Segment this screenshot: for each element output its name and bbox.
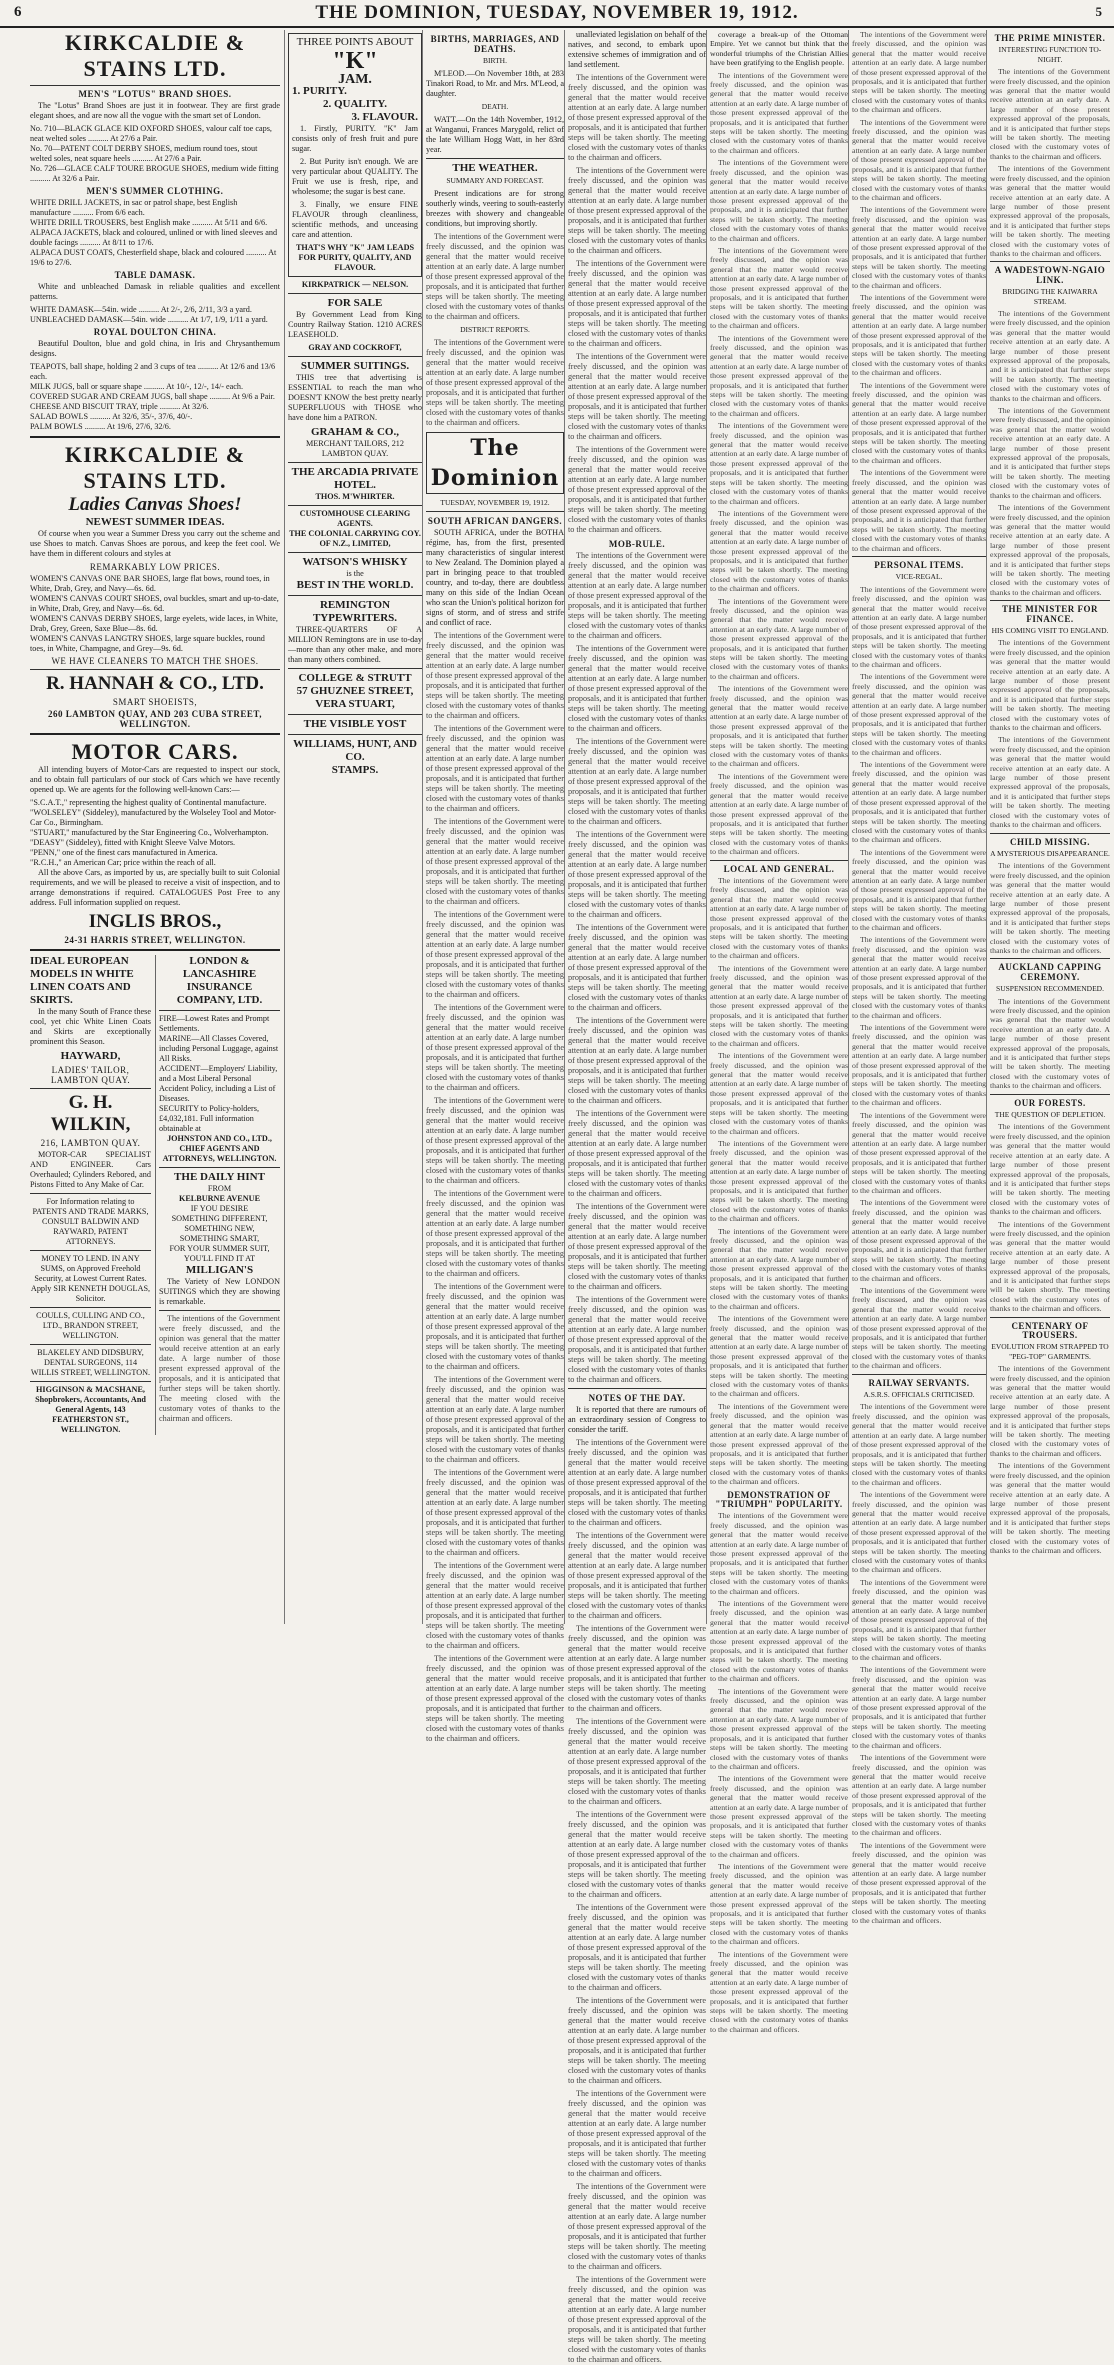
trousers-heading: CENTENARY OF TROUSERS. [1011, 1320, 1089, 1340]
insurance-line: FIRE—Lowest Rates and Prompt Settlements. [159, 1014, 270, 1033]
filler-text: The intentions of the Government were freely discussed, and the opinion was general that the matter would receive attention at an early date. A large number of those present expressed approval of the proposals, and it is anticipated that further steps will be taken shortly. The meeting closed with the customary votes of thanks to the chairman and officers. [426, 1096, 565, 1185]
paper-nameplate: The Dominion [426, 432, 564, 494]
filler-text: The intentions of the Government were freely discussed, and the opinion was general that the matter would receive attention at an early date. A large number of those present expressed approval of the proposals, and it is anticipated that further steps will be taken shortly. The meeting closed with the customary votes of thanks to the chairman and officers. [568, 1109, 707, 1198]
watson-is: is the [346, 569, 364, 578]
filler-text: The intentions of the Government were freely discussed, and the opinion was general that the matter would receive attention at an early date. A large number of those present expressed approval of the proposals, and it is anticipated that further steps will be taken shortly. The meeting closed with the customary votes of thanks to the chairman and officers. [426, 910, 565, 999]
point: 2. QUALITY. [322, 98, 388, 110]
motor-footer: All the above Cars, as imported by us, are specially built to suit Colonial requirements, and we will be pleased to receive a visit of inspection, and to arrange demonstrations if required. CATALOGUES Post Free to any address. Full information supplied on request. [30, 868, 280, 907]
birth-heading: BIRTH. [483, 56, 507, 65]
for-sale-body: By Government Lead from King Country Railway Station. 1210 ACRES LEASEHOLD. [288, 310, 422, 339]
motor-item: "S.C.A.T.," representing the highest quality of Continental manufacture. [30, 798, 267, 807]
finance-heading: THE MINISTER FOR FINANCE. [1001, 604, 1098, 624]
filler-text: The intentions of the Government were freely discussed, and the opinion was general that the matter would receive attention at an early date. A large number of those present expressed approval of the proposals, and it is anticipated that further steps will be taken shortly. The meeting closed with the customary votes of thanks to the chairman and officers. [710, 421, 848, 506]
weather-heading: THE WEATHER. [452, 162, 538, 174]
jam-para: 1. Firstly, PURITY. "K" Jam consists only of fresh fruit and pure sugar. [292, 124, 418, 153]
remington-heading: REMINGTON TYPEWRITERS. [312, 599, 398, 624]
filler-text: The intentions of the Government were freely discussed, and the opinion was general that the matter would receive attention at an early date. A large number of those present expressed approval of the proposals, and it is anticipated that further steps will be taken shortly. The meeting closed with the customary votes of thanks to the chairman and officers. [426, 1468, 565, 1557]
daily-hint-line: SOMETHING DIFFERENT, [171, 1214, 268, 1223]
insurance-line: ACCIDENT—Employers' Liability, and a Most Liberal Personal Accident Policy, including a List of Diseases. [159, 1064, 278, 1103]
colonial-carrying: THE COLONIAL CARRYING COY. OF N.Z., LIMITED, [289, 529, 421, 548]
filler-text: The intentions of the Government were freely discussed, and the opinion was general that the matter would receive attention at an early date. A large number of those present expressed approval of the proposals, and it is anticipated that further steps will be taken shortly. The meeting closed with the customary votes of thanks to the chairman and officers. [426, 631, 565, 720]
filler-text: The intentions of the Government were freely discussed, and the opinion was general that the matter would receive attention at an early date. A large number of those present expressed approval of the proposals, and it is anticipated that further steps will be taken shortly. The meeting closed with the customary votes of thanks to the chairman and officers. [568, 1438, 707, 1527]
daily-hint-title: THE DAILY HINT [174, 1171, 265, 1183]
filler-text: The intentions of the Government were freely discussed, and the opinion was general that the matter would receive attention at an early date. A large number of those present expressed approval of the proposals, and it is anticipated that further steps will be taken shortly. The meeting closed with the customary votes of thanks to the chairman and officers. [568, 259, 707, 348]
filler-text: The intentions of the Government were freely discussed, and the opinion was general that the matter would receive attention at an early date. A large number of those present expressed approval of the proposals, and it is anticipated that further steps will be taken shortly. The meeting closed with the customary votes of thanks to the chairman and officers. [852, 847, 986, 932]
filler-text: The intentions of the Government were freely discussed, and the opinion was general that the matter would receive attention at an early date. A large number of those present expressed approval of the proposals, and it is anticipated that further steps will be taken shortly. The meeting closed with the customary votes of thanks to the chairman and officers. [852, 1198, 986, 1283]
death-notice: WATT.—On the 14th November, 1912, at Wanganui, Frances Marygold, relict of the late William Hogg Watt, in her 83rd year. [426, 115, 564, 154]
damask-intro: White and unbleached Damask in reliable qualities and excellent patterns. [30, 282, 280, 301]
filler-text: The intentions of the Government were freely discussed, and the opinion was general that the matter would receive attention at an early date. A large number of those present expressed approval of the proposals, and it is anticipated that further steps will be taken shortly. The meeting closed with the customary votes of thanks to the chairman and officers. [710, 70, 848, 155]
daily-hint-line: MILLIGAN'S [185, 1264, 254, 1276]
hannah-sub: SMART SHOEISTS, [112, 697, 198, 707]
personal-heading: PERSONAL ITEMS. [874, 559, 964, 570]
filler-text: The intentions of the Government were freely discussed, and the opinion was general that the matter would receive attention at an early date. A large number of those present expressed approval of the proposals, and it is anticipated that further steps will be taken shortly. The meeting closed with the customary votes of thanks to the chairman and officers. [852, 1286, 986, 1371]
filler-text: The intentions of the Government were freely discussed, and the opinion was general that the matter would receive attention at an early date. A large number of those present expressed approval of the proposals, and it is anticipated that further steps will be taken shortly. The meeting closed with the customary votes of thanks to the chairman and officers. [990, 503, 1110, 597]
filler-text: The intentions of the Government were freely discussed, and the opinion was general that the matter would receive attention at an early date. A large number of those present expressed approval of the proposals, and it is anticipated that further steps will be taken shortly. The meeting closed with the customary votes of thanks to the chairman and officers. [990, 67, 1110, 161]
filler-text: The intentions of the Government were freely discussed, and the opinion was general that the matter would receive attention at an early date. A large number of those present expressed approval of the proposals, and it is anticipated that further steps will be taken shortly. The meeting closed with the customary votes of thanks to the chairman and officers. [710, 1401, 848, 1487]
filler-text: The intentions of the Government were freely discussed, and the opinion was general that the matter would receive attention at an early date. A large number of those present expressed approval of the proposals, and it is anticipated that further steps will be taken shortly. The meeting closed with the customary votes of thanks to the chairman and officers. [710, 1051, 848, 1136]
railway-heading: RAILWAY SERVANTS. [868, 1377, 970, 1388]
jam-para: 3. Finally, we ensure FINE FLAVOUR through cleanliness, scientific methods, and unceasing care and attention. [292, 200, 418, 239]
filler-text: The intentions of the Government were freely discussed, and the opinion was general that the matter would receive attention at an early date. A large number of those present expressed approval of the proposals, and it is anticipated that further steps will be taken shortly. The meeting closed with the customary votes of thanks to the chairman and officers. [710, 596, 848, 681]
college-strutt: COLLEGE & STRUTT [298, 672, 412, 684]
page-number: 6 [14, 4, 22, 20]
williams-hunt: WILLIAMS, HUNT, AND CO. [293, 738, 417, 763]
canvas-intro: Of course when you wear a Summer Dress you carry out the scheme and use Shoes to match. Canvas Shoes are porous, and keep the feet cool. We have them in different colours and styles at [30, 529, 280, 558]
motor-intro: All intending buyers of Motor-Cars are requested to inspect our stock, and to obtain full particulars of our stock of Cars which we have recently opened up. We are agents for the following well-known Cars:— [30, 765, 280, 794]
child-missing-heading: CHILD MISSING. [1009, 836, 1090, 847]
filler-text: The intentions of the Government were freely discussed, and the opinion was general that the matter would receive attention at an early date. A large number of those present expressed approval of the proposals, and it is anticipated that further steps will be taken shortly. The meeting closed with the customary votes of thanks to the chairman and officers. [568, 73, 707, 162]
small-ad: MONEY TO LEND. IN ANY SUMS, on Approved Freehold Security, at Lowest Current Rates. Apply SIR KENNETH DOUGLAS, Solicitor. [30, 1254, 151, 1303]
filler-text: The intentions of the Government were freely discussed, and the opinion was general that the matter would receive attention at an early date. A large number of those present expressed approval of the proposals, and it is anticipated that further steps will be taken shortly. The meeting closed with the customary votes of thanks to the chairman and officers. [568, 2089, 707, 2178]
forests-heading: OUR FORESTS. [1014, 1097, 1086, 1108]
point: 3. FLAVOUR. [351, 111, 418, 123]
vera-stuart: VERA STUART, [315, 698, 395, 710]
filler-text: The intentions of the Government were freely discussed, and the opinion was general that the matter would receive attention at an early date. A large number of those present expressed approval of the proposals, and it is anticipated that further steps will be taken shortly. The meeting closed with the customary votes of thanks to the chairman and officers. [568, 1810, 707, 1899]
filler-text: The intentions of the Government were freely discussed, and the opinion was general that the matter would receive attention at an early date. A large number of those present expressed approval of the proposals, and it is anticipated that further steps will be taken shortly. The meeting closed with the customary votes of thanks to the chairman and officers. [426, 338, 565, 427]
china-item: TEAPOTS, ball shape, holding 2 and 3 cups of tea .......... At 12/6 and 13/6 each. [30, 362, 276, 381]
canvas-item: WOMEN'S CANVAS LANGTRY SHOES, large square buckles, round toes, in White, Champagne, and Grey—9s. 6d. [30, 634, 265, 653]
column-4 [564, 30, 707, 2364]
lotus-intro: The "Lotus" Brand Shoes are just it in footwear. They are first grade elegant shoes, and are now all the vogue with the smart set of London. [30, 101, 280, 120]
small-ad: BLAKELEY AND DIDSBURY, DENTAL SURGEONS, 114 WILLIS STREET, WELLINGTON. [30, 1348, 151, 1377]
watson-best: BEST IN THE WORLD. [296, 579, 414, 591]
filler-text: The intentions of the Government were freely discussed, and the opinion was general that the matter would receive attention at an early date. A large number of those present expressed approval of the proposals, and it is anticipated that further steps will be taken shortly. The meeting closed with the customary votes of thanks to the chairman and officers. [426, 232, 565, 321]
filler-text: The intentions of the Government were freely discussed, and the opinion was general that the matter would receive attention at an early date. A large number of those present expressed approval of the proposals, and it is anticipated that further steps will be taken shortly. The meeting closed with the customary votes of thanks to the chairman and officers. [568, 923, 707, 1012]
daily-hint-line: KELBURNE AVENUE [178, 1194, 261, 1203]
jam-word: JAM. [338, 72, 372, 87]
child-missing-sub: A MYSTERIOUS DISAPPEARANCE. [990, 848, 1110, 858]
inglis-address: 24-31 HARRIS STREET, WELLINGTON. [64, 935, 246, 945]
births-heading: BIRTHS, MARRIAGES, AND DEATHS. [430, 34, 560, 54]
for-sale-heading: FOR SALE [327, 297, 383, 309]
filler-text: The intentions of the Government were freely discussed, and the opinion was general that the matter would receive attention at an early date. A large number of those present expressed approval of the proposals, and it is anticipated that further steps will be taken shortly. The meeting closed with the customary votes of thanks to the chairman and officers. [710, 1774, 848, 1859]
masthead [0, 0, 1114, 28]
china-item: MILK JUGS, ball or square shape .......... At 10/-, 12/-, 14/- each. [30, 382, 244, 391]
filler-text: The intentions of the Government were freely discussed, and the opinion was general that the matter would receive attention at an early date. A large number of those present expressed approval of the proposals, and it is anticipated that further steps will be taken shortly. The meeting closed with the customary votes of thanks to the chairman and officers. [852, 205, 986, 290]
filler-text: The intentions of the Government were freely discussed, and the opinion was general that the matter would receive attention at an early date. A large number of those present expressed approval of the proposals, and it is anticipated that further steps will be taken shortly. The meeting closed with the customary votes of thanks to the chairman and officers. [710, 963, 848, 1048]
filler-text: The intentions of the Government were freely discussed, and the opinion was general that the matter would receive attention at an early date. A large number of those present expressed approval of the proposals, and it is anticipated that further steps will be taken shortly. The meeting closed with the customary votes of thanks to the chairman and officers. [568, 1624, 707, 1713]
mcwhirter: THOS. M'WHIRTER. [315, 492, 395, 501]
daily-hint-tail: The Variety of New LONDON SUITINGS which they are showing is remarkable. [159, 1277, 280, 1306]
daily-hint-line: SOMETHING SMART, [179, 1234, 260, 1243]
dateline: TUESDAY, NOVEMBER 19, 1912. [440, 498, 550, 507]
filler-text: The intentions of the Government were freely discussed, and the opinion was general that the matter would receive attention at an early date. A large number of those present expressed approval of the proposals, and it is anticipated that further steps will be taken shortly. The meeting closed with the customary votes of thanks to the chairman and officers. [710, 1314, 848, 1399]
prime-sub: INTERESTING FUNCTION TO-NIGHT. [998, 45, 1102, 64]
capping-heading: AUCKLAND CAPPING CEREMONY. [998, 962, 1102, 982]
filler-text: The intentions of the Government were freely discussed, and the opinion was general that the matter would receive attention at an early date. A large number of those present expressed approval of the proposals, and it is anticipated that further steps will be taken shortly. The meeting closed with the customary votes of thanks to the chairman and officers. [568, 551, 707, 640]
filler-text: The intentions of the Government were freely discussed, and the opinion was general that the matter would receive attention at an early date. A large number of those present expressed approval of the proposals, and it is anticipated that further steps will be taken shortly. The meeting closed with the customary votes of thanks to the chairman and officers. [852, 584, 986, 669]
filler-text: The intentions of the Government were freely discussed, and the opinion was general that the matter would receive attention at an early date. A large number of those present expressed approval of the proposals, and it is anticipated that further steps will be taken shortly. The meeting closed with the customary votes of thanks to the chairman and officers. [568, 830, 707, 919]
filler-text: The intentions of the Government were freely discussed, and the opinion was general that the matter would receive attention at an early date. A large number of those present expressed approval of the proposals, and it is anticipated that further steps will be taken shortly. The meeting closed with the customary votes of thanks to the chairman and officers. [710, 1861, 848, 1947]
hannah-address: 260 LAMBTON QUAY, AND 203 CUBA STREET, WELLINGTON. [47, 709, 263, 729]
daily-hint-line: FOR YOUR SUMMER SUIT, YOU'LL FIND IT AT [169, 1244, 270, 1263]
daily-hint-line: SOMETHING NEW, [184, 1224, 255, 1233]
death-heading: DEATH. [481, 102, 509, 111]
forests-sub: THE QUESTION OF DEPLETION. [994, 1110, 1106, 1120]
vice-regal-heading: VICE-REGAL. [895, 572, 943, 582]
filler-text: The intentions of the Government were freely discussed, and the opinion was general that the matter would receive attention at an early date. A large number of those present expressed approval of the proposals, and it is anticipated that further steps will be taken shortly. The meeting closed with the customary votes of thanks to the chairman and officers. [852, 760, 986, 845]
filler-text: The intentions of the Government were freely discussed, and the opinion was general that the matter would receive attention at an early date. A large number of those present expressed approval of the proposals, and it is anticipated that further steps will be taken shortly. The meeting closed with the customary votes of thanks to the chairman and officers. [990, 735, 1110, 830]
filler-text: The intentions of the Government were freely discussed, and the opinion was general that the matter would receive attention at an early date. A large number of those present expressed approval of the proposals, and it is anticipated that further steps will be taken shortly. The meeting closed with the customary votes of thanks to the chairman and officers. [426, 1189, 565, 1278]
daily-hint-line: FROM [207, 1184, 232, 1193]
wilkin-body: MOTOR-CAR SPECIALIST AND ENGINEER. Cars Overhauled; Cylinders Rebored, and Pistons Fitted to Any Make of Car. [30, 1150, 151, 1189]
wilkin-address: 216, LAMBTON QUAY. [40, 1138, 141, 1148]
summer-suitings: SUMMER SUITINGS. [300, 360, 410, 372]
filler-text: The intentions of the Government were freely discussed, and the opinion was general that the matter would receive attention at an early date. A large number of those present expressed approval of the proposals, and it is anticipated that further steps will be taken shortly. The meeting closed with the customary votes of thanks to the chairman and officers. [568, 166, 707, 255]
filler-text: The intentions of the Government were freely discussed, and the opinion was general that the matter would receive attention at an early date. A large number of those present expressed approval of the proposals, and it is anticipated that further steps will be taken shortly. The meeting closed with the customary votes of thanks to the chairman and officers. [852, 1577, 986, 1663]
china-heading: ROYAL DOULTON CHINA. [93, 327, 217, 337]
weather-sub: SUMMARY AND FORECAST. [446, 176, 544, 185]
damask-heading: TABLE DAMASK. [114, 270, 196, 280]
point: 1. PURITY. [292, 85, 347, 97]
inglis-heading: INGLIS BROS., [88, 911, 222, 932]
china-item: CHEESE AND BISCUIT TRAY, triple .......... At 32/6. [30, 402, 209, 411]
canvas-item: WOMEN'S CANVAS ONE BAR SHOES, large flat bows, round toes, in White, Drab, Grey, and Navy—6s. 6d. [30, 574, 270, 593]
filler-text: The intentions of the Government were freely discussed, and the opinion was general that the matter would receive attention at an early date. A large number of those present expressed approval of the proposals, and it is anticipated that further steps will be taken shortly. The meeting closed with the customary votes of thanks to the chairman and officers. [852, 1490, 986, 1575]
motor-item: "WOLSELEY" (Siddeley), manufactured by the Wolseley Tool and Motor-Car Co., Birmingham. [30, 808, 277, 827]
filler-text: The intentions of the Government were freely discussed, and the opinion was general that the matter would receive attention at an early date. A large number of those present expressed approval of the proposals, and it is anticipated that further steps will be taken shortly. The meeting closed with the customary votes of thanks to the chairman and officers. [710, 158, 848, 243]
canvas-item: WOMEN'S CANVAS DERBY SHOES, large eyelets, wide laces, in White, Drab, Grey, Green, Saxe Blue—8s. 6d. [30, 614, 278, 633]
filler-text: The intentions of the Government were freely discussed, and the opinion was general that the matter would receive attention at an early date. A large number of those present expressed approval of the proposals, and it is anticipated that further steps will be taken shortly. The meeting closed with the customary votes of thanks to the chairman and officers. [568, 737, 707, 826]
filler-text: The intentions of the Government were freely discussed, and the opinion was general that the matter would receive attention at an early date. A large number of those present expressed approval of the proposals, and it is anticipated that further steps will be taken shortly. The meeting closed with the customary votes of thanks to the chairman and officers. [852, 292, 986, 378]
lotus-item: No. 70—PATENT COLT DERBY SHOES, medium round toes, stout welted soles, neat square heels .......... At 27/6 a Pair. [30, 144, 258, 163]
wadestown-sub: BRIDGING THE KAIWARRA STREAM. [1002, 287, 1098, 306]
china-intro: Beautiful Doulton, blue and gold china, in Iris and Chrysanthemum designs. [30, 339, 280, 358]
summer-body: THIS tree that advertising is ESSENTIAL to reach the man who DOESN'T KNOW the best pretty nearly SUPERFLUOUS with THOSE who have done him a PATRON. [288, 373, 422, 422]
filler-text: The intentions of the Government were freely discussed, and the opinion was general that the matter would receive attention at an early date. A large number of those present expressed approval of the proposals, and it is anticipated that further steps will be taken shortly. The meeting closed with the customary votes of thanks to the chairman and officers. [568, 445, 707, 534]
filler-text: The intentions of the Government were freely discussed, and the opinion was general that the matter would receive attention at an early date. A large number of those present expressed approval of the proposals, and it is anticipated that further steps will be taken shortly. The meeting closed with the customary votes of thanks to the chairman and officers. [710, 771, 848, 857]
motor-item: "STUART," manufactured by the Star Engineering Co., Wolverhampton. [30, 828, 269, 837]
filler-text: The intentions of the Government were freely discussed, and the opinion was general that the matter would receive attention at an early date. A large number of those present expressed approval of the proposals, and it is anticipated that further steps will be taken shortly. The meeting closed with the customary votes of thanks to the chairman and officers. [852, 30, 986, 115]
prime-minister-heading: THE PRIME MINISTER. [994, 33, 1106, 43]
clothing-item: WHITE DRILL JACKETS, in sac or patrol shape, best English manufacture .......... From 6/6 each. [30, 198, 238, 217]
wadestown-heading: A WADESTOWN-NGAIO LINK. [994, 265, 1106, 285]
filler-text: The intentions of the Government were freely discussed, and the opinion was general that the matter would receive attention at an early date. A large number of those present expressed approval of the proposals, and it is anticipated that further steps will be taken shortly. The meeting closed with the customary votes of thanks to the chairman and officers. [426, 1375, 565, 1464]
filler-text: The intentions of the Government were freely discussed, and the opinion was general that the matter would receive attention at an early date. A large number of those present expressed approval of the proposals, and it is anticipated that further steps will be taken shortly. The meeting closed with the customary votes of thanks to the chairman and officers. [568, 352, 707, 441]
article-text: coverage a break-up of the Ottoman Empire. Yet we cannot but think that the wonderful triumphs of the Christian Allies have been gratifying to the English people. [710, 30, 848, 68]
filler-text: The intentions of the Government were freely discussed, and the opinion was general that the matter would receive attention at an early date. A large number of those present expressed approval of the proposals, and it is anticipated that further steps will be taken shortly. The meeting closed with the customary votes of thanks to the chairman and officers. [852, 1840, 986, 1925]
wilkin-heading: G. H. WILKIN, [50, 1092, 131, 1135]
clothing-item: ALPACA JACKETS, black and coloured, unlined or with lined sleeves and double facings .......... At 8/11 to 17/6. [30, 228, 278, 247]
motor-item: "R.C.H.," an American Car; price within the reach of all. [30, 858, 216, 867]
filler-text: The intentions of the Government were freely discussed, and the opinion was general that the matter would receive attention at an early date. A large number of those present expressed approval of the proposals, and it is anticipated that further steps will be taken shortly. The meeting closed with the customary votes of thanks to the chairman and officers. [568, 1903, 707, 1992]
filler-text: The intentions of the Government were freely discussed, and the opinion was general that the matter would receive attention at an early date. A large number of those present expressed approval of the proposals, and it is anticipated that further steps will be taken shortly. The meeting closed with the customary votes of thanks to the chairman and officers. [568, 2275, 707, 2364]
filler-text: The intentions of the Government were freely discussed, and the opinion was general that the matter would receive attention at an early date. A large number of those present expressed approval of the proposals, and it is anticipated that further steps will be taken shortly. The meeting closed with the customary votes of thanks to the chairman and officers. [568, 2182, 707, 2271]
hayward-name: HAYWARD, [60, 1050, 121, 1062]
filler-text: The intentions of the Government were freely discussed, and the opinion was general that the matter would receive attention at an early date. A large number of those present expressed approval of the proposals, and it is anticipated that further steps will be taken shortly. The meeting closed with the customary votes of thanks to the chairman and officers. [990, 996, 1110, 1091]
filler-text: The intentions of the Government were freely discussed, and the opinion was general that the matter would receive attention at an early date. A large number of those present expressed approval of the proposals, and it is anticipated that further steps will be taken shortly. The meeting closed with the customary votes of thanks to the chairman and officers. [568, 1996, 707, 2085]
filler-text: The intentions of the Government were freely discussed, and the opinion was general that the matter would receive attention at an early date. A large number of those present expressed approval of the proposals, and it is anticipated that further steps will be taken shortly. The meeting closed with the customary votes of thanks to the chairman and officers. [710, 1138, 848, 1224]
arcadia-heading: THE ARCADIA PRIVATE HOTEL. [291, 466, 419, 491]
motor-item: "DEASY" (Siddeley), fitted with Knight Sleeve Valve Motors. [30, 838, 236, 847]
filler-text: The intentions of the Government were freely discussed, and the opinion was general that the matter would receive attention at an early date. A large number of those present expressed approval of the proposals, and it is anticipated that further steps will be taken shortly. The meeting closed with the customary votes of thanks to the chairman and officers. [568, 1717, 707, 1806]
insurance-line: MARINE—All Classes Covered, including Personal Luggage, against All Risks. [159, 1034, 279, 1063]
clothing-item: ALPACA DUST COATS, Chesterfield shape, black and coloured .......... At 19/6 to 27/6. [30, 248, 277, 267]
corner-mark: 5 [1095, 4, 1102, 19]
filler-text: The intentions of the Government were freely discussed, and the opinion was general that the matter would receive attention at an early date. A large number of those present expressed approval of the proposals, and it is anticipated that further steps will be taken shortly. The meeting closed with the customary votes of thanks to the chairman and officers. [710, 684, 848, 769]
china-item: SALAD BOWLS .......... At 32/6, 35/-, 37/6, 40/-. [30, 412, 193, 421]
clothing-heading: MEN'S SUMMER CLOTHING. [86, 186, 224, 196]
small-ad: HIGGINSON & MACSHANE, Shopbrokers, Accountants, And General Agents, 143 FEATHERSTON ST., WELLINGTON. [35, 1385, 146, 1434]
page-title: THE DOMINION, TUESDAY, NOVEMBER 19, 1912. [315, 2, 799, 23]
filler-text: The intentions of the Government were freely discussed, and the opinion was general that the matter would receive attention at an early date. A large number of those present expressed approval of the proposals, and it is anticipated that further steps will be taken shortly. The meeting closed with the customary votes of thanks to the chairman and officers. [990, 164, 1110, 258]
daily-hint-line: IF YOU DESIRE [190, 1204, 249, 1213]
filler-text: The intentions of the Government were freely discussed, and the opinion was general that the matter would receive attention at an early date. A large number of those present expressed approval of the proposals, and it is anticipated that further steps will be taken shortly. The meeting closed with the customary votes of thanks to the chairman and officers. [990, 1219, 1110, 1314]
column-6 [848, 30, 986, 1925]
filler-text: The intentions of the Government were freely discussed, and the opinion was general that the matter would receive attention at an early date. A large number of those present expressed approval of the proposals, and it is anticipated that further steps will be taken shortly. The meeting closed with the customary votes of thanks to the chairman and officers. [852, 380, 986, 465]
lotus-heading: MEN'S "LOTUS" BRAND SHOES. [78, 89, 232, 99]
insurance-title: LONDON & LANCASHIRE INSURANCE COMPANY, LTD. [176, 955, 263, 1006]
filler-text: The intentions of the Government were freely discussed, and the opinion was general that the matter would receive attention at an early date. A large number of those present expressed approval of the proposals, and it is anticipated that further steps will be taken shortly. The meeting closed with the customary votes of thanks to the chairman and officers. [852, 935, 986, 1020]
filler-text: The intentions of the Government were freely discussed, and the opinion was general that the matter would receive attention at an early date. A large number of those present expressed approval of the proposals, and it is anticipated that further steps will be taken shortly. The meeting closed with the customary votes of thanks to the chairman and officers. [710, 333, 848, 418]
filler-text: The intentions of the Government were freely discussed, and the opinion was general that the matter would receive attention at an early date. A large number of those present expressed approval of the proposals, and it is anticipated that further steps will be taken shortly. The meeting closed with the customary votes of thanks to the chairman and officers. [710, 1949, 848, 2034]
jam-maker: KIRKPATRICK — NELSON. [301, 280, 409, 289]
filler-text: The intentions of the Government were freely discussed, and the opinion was general that the matter would receive attention at an early date. A large number of those present expressed approval of the proposals, and it is anticipated that further steps will be taken shortly. The meeting closed with the customary votes of thanks to the chairman and officers. [852, 1402, 986, 1487]
small-ad: COULLS, CULLING AND CO., LTD., BRANDON STREET, WELLINGTON. [36, 1311, 145, 1340]
filler-text: The intentions of the Government were freely discussed, and the opinion was general that the matter would receive attention at an early date. A large number of those present expressed approval of the proposals, and it is anticipated that further steps will be taken shortly. The meeting closed with the customary votes of thanks to the chairman and officers. [710, 1599, 848, 1684]
mob-rule-heading: MOB-RULE. [608, 539, 666, 549]
filler-text: The intentions of the Government were freely discussed, and the opinion was general that the matter would receive attention at an early date. A large number of those present expressed approval of the proposals, and it is anticipated that further steps will be taken shortly. The meeting closed with the customary votes of thanks to the chairman and officers. [710, 508, 848, 594]
filler-text: The intentions of the Government were freely discussed, and the opinion was general that the matter would receive attention at an early date. A large number of those present expressed approval of the proposals, and it is anticipated that further steps will be taken shortly. The meeting closed with the customary votes of thanks to the chairman and officers. [990, 308, 1110, 403]
filler-text: The intentions of the Government were freely discussed, and the opinion was general that the matter would receive attention at an early date. A large number of those present expressed approval of the proposals, and it is anticipated that further steps will be taken shortly. The meeting closed with the customary votes of thanks to the chairman and officers. [710, 1686, 848, 1771]
watson-heading: WATSON'S WHISKY [302, 556, 408, 568]
damask-item: UNBLEACHED DAMASK—54in. wide .......... At 1/7, 1/9, 1/11 a yard. [30, 315, 268, 324]
china-item: COVERED SUGAR AND CREAM JUGS, ball shape .......... At 9/6 a Pair. [30, 392, 275, 401]
filler-text: The intentions of the Government were freely discussed, and the opinion was general that the matter would receive attention at an early date. A large number of those present expressed approval of the proposals, and it is anticipated that further steps will be taken shortly. The meeting closed with the customary votes of thanks to the chairman and officers. [852, 117, 986, 202]
hayward-body: In the many South of France these cool, yet chic White Linen Coats and Skirts are exceptionally prominent this Season. [30, 1007, 151, 1046]
column-2 [284, 30, 422, 1624]
stamps: STAMPS. [331, 764, 379, 776]
column-advertisements [30, 30, 280, 1624]
hannah-heading: R. HANNAH & CO., LTD. [46, 673, 264, 694]
filler-text: The intentions of the Government were freely discussed, and the opinion was general that the matter would receive attention at an early date. A large number of those present expressed approval of the proposals, and it is anticipated that further steps will be taken shortly. The meeting closed with the customary votes of thanks to the chairman and officers. [852, 1023, 986, 1108]
filler-text: The intentions of the Government were freely discussed, and the opinion was general that the matter would receive attention at an early date. A large number of those present expressed approval of the proposals, and it is anticipated that further steps will be taken shortly. The meeting closed with the customary votes of thanks to the chairman and officers. [990, 1364, 1110, 1458]
filler-text: The intentions of the Government were freely discussed, and the opinion was general that the matter would receive attention at an early date. A large number of those present expressed approval of the proposals, and it is anticipated that further steps will be taken shortly. The meeting closed with the customary votes of thanks to the chairman and officers. [852, 1665, 986, 1750]
column-3 [422, 30, 565, 1743]
capping-sub: SUSPENSION RECOMMENDED. [996, 984, 1104, 994]
graham-sub: MERCHANT TAILORS, 212 LAMBTON QUAY. [306, 439, 404, 458]
filler-text: The intentions of the Government were freely discussed, and the opinion was general that the matter would receive attention at an early date. A large number of those present expressed approval of the proposals, and it is anticipated that further steps will be taken shortly. The meeting closed with the customary votes of thanks to the chairman and officers. [990, 1461, 1110, 1555]
filler-text: The intentions of the Government were freely discussed, and the opinion was general that the matter would receive attention at an early date. A large number of those present expressed approval of the proposals, and it is anticipated that further steps will be taken shortly. The meeting closed with the customary votes of thanks to the chairman and officers. [710, 245, 848, 331]
filler-text: The intentions of the Government were freely discussed, and the opinion was general that the matter would receive attention at an early date. A large number of those present expressed approval of the proposals, and it is anticipated that further steps will be taken shortly. The meeting closed with the customary votes of thanks to the chairman and officers. [990, 861, 1110, 955]
triumph-heading: DEMONSTRATION OF "TRIUMPH" POPULARITY. [715, 1489, 843, 1509]
notes-heading: NOTES OF THE DAY. [588, 1393, 686, 1403]
canvas-shoes-sub: NEWEST SUMMER IDEAS. [85, 516, 225, 528]
filler-text: The intentions of the Government were freely discussed, and the opinion was general that the matter would receive attention at an early date. A large number of those present expressed approval of the proposals, and it is anticipated that further steps will be taken shortly. The meeting closed with the customary votes of thanks to the chairman and officers. [568, 644, 707, 733]
local-heading: LOCAL AND GENERAL. [723, 863, 835, 874]
small-ad: For Information relating to PATENTS AND TRADE MARKS, CONSULT BALDWIN AND RAYWARD, PATENT ATTORNEYS. [32, 1197, 149, 1246]
lotus-item: No. 710—BLACK GLACE KID OXFORD SHOES, valour calf toe caps, neat welted soles .......... At 27/6 a Pair. [30, 124, 272, 143]
filler-text: The intentions of the Government were freely discussed, and the opinion was general that the matter would receive attention at an early date. A large number of those present expressed approval of the proposals, and it is anticipated that further steps will be taken shortly. The meeting closed with the customary votes of thanks to the chairman and officers. [990, 638, 1110, 733]
filler-text: The intentions of the Government were freely discussed, and the opinion was general that the matter would receive attention at an early date. A large number of those present expressed approval of the proposals, and it is anticipated that further steps will be taken shortly. The meeting closed with the customary votes of thanks to the chairman and officers. [990, 1122, 1110, 1217]
canvas-item: WOMEN'S CANVAS COURT SHOES, oval buckles, smart and up-to-date, in White, Drab, Grey, and Navy—6s. 6d. [30, 594, 279, 613]
filler-text: The intentions of the Government were freely discussed, and the opinion was general that the matter would receive attention at an early date. A large number of those present expressed approval of the proposals, and it is anticipated that further steps will be taken shortly. The meeting closed with the customary votes of thanks to the chairman and officers. [568, 1202, 707, 1291]
k-mark: "K" [332, 48, 378, 74]
column-7 [986, 30, 1110, 1624]
article-text: unalleviated legislation on behalf of the natives, and second, to embark upon extensive schemes of immigration and of land settlement. [568, 30, 706, 69]
kirkcaldie-heading-2: KIRKCALDIE & STAINS LTD. [64, 442, 246, 493]
notes-body: It is reported that there are rumours of an extraordinary session of Congress to consider the tariff. [568, 1405, 706, 1434]
hayward-sub: LADIES' TAILOR, LAMBTON QUAY. [50, 1065, 131, 1085]
ghuznee-street: 57 GHUZNEE STREET, [296, 685, 414, 697]
cleaners-note: WE HAVE CLEANERS TO MATCH THE SHOES. [51, 656, 259, 666]
gray-cockroft: GRAY AND COCKROFT, [308, 343, 402, 352]
filler-text: The intentions of the Government were freely discussed, and the opinion was general that the matter would receive attention at an early date. A large number of those present expressed approval of the proposals, and it is anticipated that further steps will be taken shortly. The meeting closed with the customary votes of thanks to the chairman and officers. [990, 406, 1110, 500]
remington-body: THREE-QUARTERS OF A MILLION Remingtons are in use to-day—more than any other make, and more than many others combined. [288, 625, 422, 664]
filler-text: The intentions of the Government were freely discussed, and the opinion was general that the matter would receive attention at an early date. A large number of those present expressed approval of the proposals, and it is anticipated that further steps will be taken shortly. The meeting closed with the customary votes of thanks to the chairman and officers. [426, 1561, 565, 1650]
canvas-shoes-headline: Ladies Canvas Shoes! [68, 494, 242, 515]
motor-cars-heading: MOTOR CARS. [71, 739, 239, 764]
clothing-item: WHITE DRILL TROUSERS, best English make .......... At 5/11 and 6/6. [30, 218, 268, 227]
damask-item: WHITE DAMASK—54in. wide .......... At 2/-, 2/6, 2/11, 3/3 a yard. [30, 305, 252, 314]
insurance-line: JOHNSTON AND CO., LTD., CHIEF AGENTS AND ATTORNEYS, WELLINGTON. [162, 1134, 277, 1163]
filler-text: The intentions of the Government were freely discussed, and the opinion was general that the matter would receive attention at an early date. A large number of those present expressed approval of the proposals, and it is anticipated that further steps will be taken shortly. The meeting closed with the customary votes of thanks to the chairman and officers. [426, 1282, 565, 1371]
filler-text: The intentions of the Government were freely discussed, and the opinion was general that the matter would receive attention at an early date. A large number of those present expressed approval of the proposals, and it is anticipated that further steps will be taken shortly. The meeting closed with the customary votes of thanks to the chairman and officers. [568, 1016, 707, 1105]
low-prices: REMARKABLY LOW PRICES. [89, 562, 221, 572]
hayward-title: IDEAL EUROPEAN MODELS IN WHITE LINEN COATS AND SKIRTS. [30, 955, 134, 1006]
district-heading: DISTRICT REPORTS. [460, 325, 530, 334]
three-points: THREE POINTS ABOUT [296, 36, 414, 48]
customhouse: CUSTOMHOUSE CLEARING AGENTS. [299, 509, 411, 528]
filler-text: The intentions of the Government were freely discussed, and the opinion was general that the matter would receive attention at an early date. A large number of those present expressed approval of the proposals, and it is anticipated that further steps will be taken shortly. The meeting closed with the customary votes of thanks to the chairman and officers. [852, 1753, 986, 1838]
kirkcaldie-heading: KIRKCALDIE & STAINS LTD. [64, 30, 246, 81]
trousers-sub: EVOLUTION FROM STRAPPED TO "PEG-TOP" GARMENTS. [991, 1342, 1109, 1361]
filler-text: The intentions of the Government were freely discussed, and the opinion was general that the matter would receive attention at an early date. A large number of those present expressed approval of the proposals, and it is anticipated that further steps will be taken shortly. The meeting closed with the customary votes of thanks to the chairman and officers. [426, 817, 565, 906]
filler-text: The intentions of the Government were freely discussed, and the opinion was general that the matter would receive attention at an early date. A large number of those present expressed approval of the proposals, and it is anticipated that further steps will be taken shortly. The meeting closed with the customary votes of thanks to the chairman and officers. [852, 1110, 986, 1195]
filler-text: The intentions of the Government were freely discussed, and the opinion was general that the matter would receive attention at an early date. A large number of those present expressed approval of the proposals, and it is anticipated that further steps will be taken shortly. The meeting closed with the customary votes of thanks to the chairman and officers. [710, 1226, 848, 1311]
filler-text: The intentions of the Government were freely discussed, and the opinion was general that the matter would receive attention at an early date. A large number of those present expressed approval of the proposals, and it is anticipated that further steps will be taken shortly. The meeting closed with the customary votes of thanks to the chairman and officers. [426, 1654, 565, 1743]
filler-text: The intentions of the Government were freely discussed, and the opinion was general that the matter would receive attention at an early date. A large number of those present expressed approval of the proposals, and it is anticipated that further steps will be taken shortly. The meeting closed with the customary votes of thanks to the chairman and officers. [426, 1003, 565, 1092]
filler-text: The intentions of the Government were freely discussed, and the opinion was general that the matter would receive attention at an early date. A large number of those present expressed approval of the proposals, and it is anticipated that further steps will be taken shortly. The meeting closed with the customary votes of thanks to the chairman and officers. [426, 724, 565, 813]
filler-text: The intentions of the Government were freely discussed, and the opinion was general that the matter would receive attention at an early date. A large number of those present expressed approval of the proposals, and it is anticipated that further steps will be taken shortly. The meeting closed with the customary votes of thanks to the chairman and officers. [568, 1295, 707, 1384]
insurance-line: SECURITY to Policy-holders, £4,032,181. Full information obtainable at [159, 1104, 259, 1133]
leader-heading: SOUTH AFRICAN DANGERS. [427, 516, 563, 526]
motor-item: "PENN," one of the finest cars manufactured in America. [30, 848, 218, 857]
leader-body: SOUTH AFRICA, under the BOTHA régime, has, from the first, presented many characteristics of singular interest to New Zealand. The Dominion played a part in bringing peace to that troubled country, and to-day, there are doubtless many on this side of the Indian Ocean who scan the Union's political horizon for signs of storm, and of stress and strife and conflict of race. [426, 528, 564, 627]
jam-tagline: THAT'S WHY "K" JAM LEADS FOR PURITY, QUALITY, AND FLAVOUR. [295, 243, 415, 272]
filler-text: The intentions of the Government were freely discussed, and the opinion was general that the matter would receive attention at an early date. A large number of those present expressed approval of the proposals, and it is anticipated that further steps will be taken shortly. The meeting closed with the customary votes of thanks to the chairman and officers. [710, 875, 848, 961]
graham-heading: GRAHAM & CO., [311, 426, 399, 438]
jam-para: 2. But Purity isn't enough. We are very particular about QUALITY. The Fruit we use is fresh, ripe, and wholesome; the sugar is best cane. [292, 157, 418, 196]
china-item: PALM BOWLS .......... At 19/6, 27/6, 32/6. [30, 422, 171, 431]
column-5 [706, 30, 848, 2034]
weather-body: Present indications are for strong southerly winds, veering to south-easterly breezes with showery and changeable conditions, but improving shortly. [426, 189, 564, 228]
visible-yost: THE VISIBLE YOST [303, 718, 407, 730]
filler-text: The intentions of the Government were freely discussed, and the opinion was general that the matter would receive attention at an early date. A large number of those present expressed approval of the proposals, and it is anticipated that further steps will be taken shortly. The meeting closed with the customary votes of thanks to the chairman and officers. [568, 1531, 707, 1620]
filler-text: The intentions of the Government were freely discussed, and the opinion was general that the matter would receive attention at an early date. A large number of those present expressed approval of the proposals, and it is anticipated that further steps will be taken shortly. The meeting closed with the customary votes of thanks to the chairman and officers. [710, 1511, 848, 1596]
filler-text: The intentions of the Government were freely discussed, and the opinion was general that the matter would receive attention at an early date. A large number of those present expressed approval of the proposals, and it is anticipated that further steps will be taken shortly. The meeting closed with the customary votes of thanks to the chairman and officers. [159, 1314, 280, 1423]
filler-text: The intentions of the Government were freely discussed, and the opinion was general that the matter would receive attention at an early date. A large number of those present expressed approval of the proposals, and it is anticipated that further steps will be taken shortly. The meeting closed with the customary votes of thanks to the chairman and officers. [852, 672, 986, 757]
filler-text: The intentions of the Government were freely discussed, and the opinion was general that the matter would receive attention at an early date. A large number of those present expressed approval of the proposals, and it is anticipated that further steps will be taken shortly. The meeting closed with the customary votes of thanks to the chairman and officers. [852, 468, 986, 553]
finance-sub: HIS COMING VISIT TO ENGLAND. [991, 625, 1109, 635]
asrs-heading: A.S.R.S. OFFICIALS CRITICISED. [863, 1390, 975, 1400]
lotus-item: No. 726—GLACE CALF TOURE BROGUE SHOES, medium wide fitting .......... At 32/6 a Pair. [30, 164, 279, 183]
birth-notice: M'LEOD.—On November 18th, at 283 Tinakori Road, to Mr. and Mrs. M'Leod, a daughter. [426, 69, 564, 98]
